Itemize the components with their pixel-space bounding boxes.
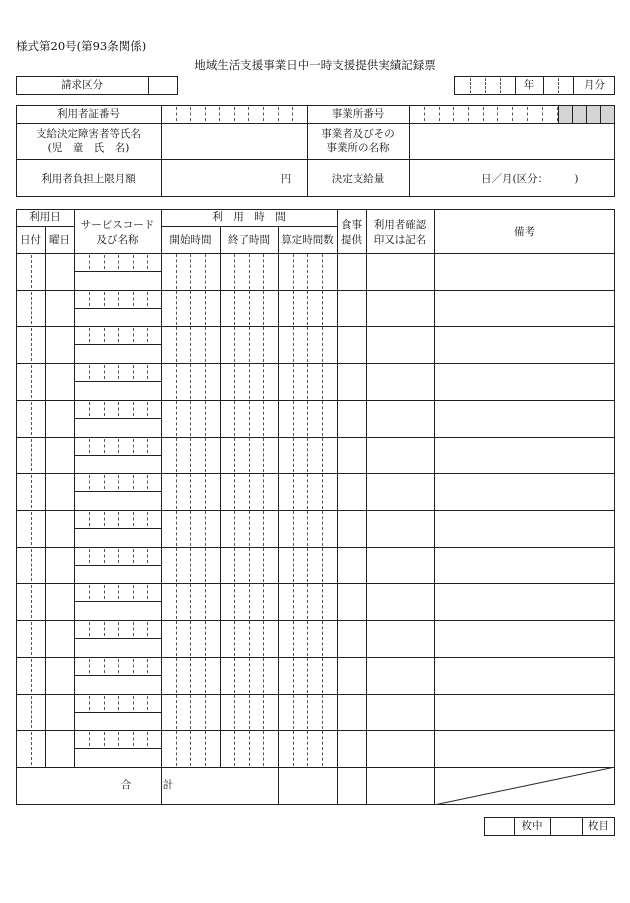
yen-label: 円	[280, 173, 292, 185]
service-code-divider	[74, 344, 161, 345]
total-label: 合 計	[120, 779, 174, 791]
end-time-header: 終了時間	[228, 234, 270, 246]
recipient-name-label-line1: 支給決定障害者等氏名	[36, 128, 141, 140]
service-code-divider	[74, 308, 161, 309]
form-number: 様式第20号(第93条関係)	[16, 39, 147, 53]
row-divider	[16, 547, 615, 548]
confirm-header-line1: 利用者確認	[373, 219, 427, 231]
recipient-number-label: 利用者証番号	[57, 108, 120, 120]
remarks-header: 備考	[514, 226, 535, 238]
row-divider	[16, 290, 615, 291]
total-meal-field[interactable]	[338, 768, 365, 804]
weekday-header: 曜日	[49, 234, 70, 246]
row-divider	[16, 473, 615, 474]
meal-header-line1: 食事	[341, 219, 362, 231]
service-code-divider	[74, 712, 161, 713]
service-code-divider	[74, 271, 161, 272]
recipient-name-field[interactable]	[162, 124, 306, 158]
decided-amount-value[interactable]: 日／月(区分： )	[481, 173, 579, 185]
total-hours-field[interactable]	[279, 768, 336, 804]
service-code-divider	[74, 491, 161, 492]
decided-amount-label: 決定支給量	[331, 173, 385, 185]
date-header: 日付	[20, 234, 41, 246]
office-name-label-line2: 事業所の名称	[326, 142, 390, 154]
service-code-divider	[74, 638, 161, 639]
row-divider	[16, 657, 615, 658]
service-code-divider	[74, 675, 161, 676]
month-label: 月分	[584, 79, 605, 91]
claim-category-label: 請求区分	[61, 79, 103, 91]
sheet-number-label: 枚目	[588, 820, 609, 832]
row-divider	[16, 326, 615, 327]
row-divider	[16, 400, 615, 401]
service-code-divider	[74, 748, 161, 749]
office-name-label-line1: 事業者及びその	[321, 128, 395, 140]
row-divider	[16, 583, 615, 584]
service-code-divider	[74, 565, 161, 566]
office-number-label: 事業所番号	[331, 108, 385, 120]
recipient-name-label-line2: (児 童 氏 名)	[47, 142, 130, 154]
total-remarks-slash	[434, 767, 615, 805]
service-code-divider	[74, 528, 161, 529]
meal-header-line2: 提供	[341, 234, 362, 246]
page-title: 地域生活支援事業日中一時支援提供実績記録票	[194, 58, 436, 72]
row-divider	[16, 694, 615, 695]
row-divider	[16, 730, 615, 731]
service-code-header-line1: サービスコード	[80, 219, 155, 231]
service-code-divider	[74, 418, 161, 419]
calc-hours-header: 算定時間数	[281, 234, 334, 246]
start-time-header: 開始時間	[169, 234, 212, 246]
use-time-header: 利 用 時 間	[212, 211, 286, 223]
row-divider	[16, 510, 615, 511]
burden-limit-label: 利用者負担上限月額	[41, 173, 136, 185]
service-code-header-line2: 及び名称	[96, 234, 139, 246]
confirm-header-line2: 印又は記名	[373, 234, 427, 246]
use-date-header: 利用日	[29, 211, 61, 223]
service-code-divider	[74, 455, 161, 456]
year-label: 年	[523, 79, 535, 91]
row-divider	[16, 620, 615, 621]
row-divider	[16, 363, 615, 364]
service-code-divider	[74, 601, 161, 602]
sheet-total-label: 枚中	[521, 820, 543, 832]
row-divider	[16, 437, 615, 438]
office-name-field[interactable]	[410, 124, 614, 158]
service-code-divider	[74, 381, 161, 382]
